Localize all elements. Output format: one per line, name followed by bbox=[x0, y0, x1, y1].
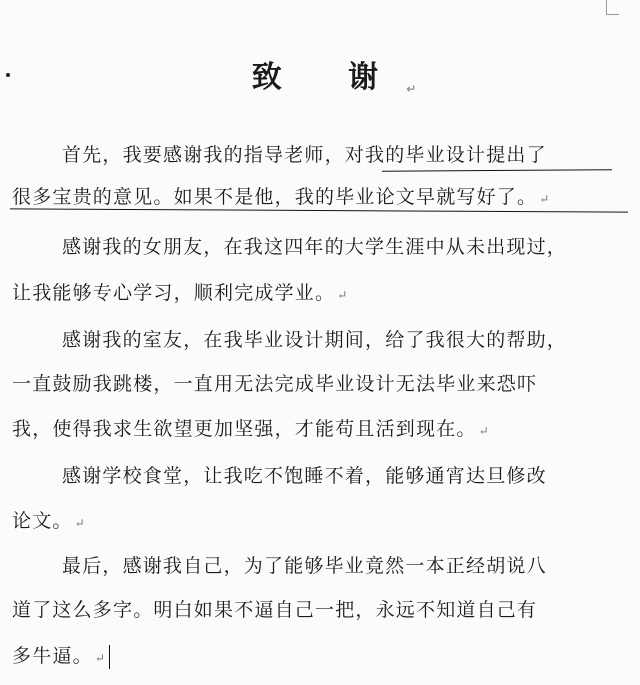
handdrawn-underline-2 bbox=[10, 208, 628, 213]
paragraph-mark-icon: ↵ bbox=[74, 516, 85, 530]
text-line-2[interactable]: 很多宝贵的意见。如果不是他，我的毕业论文早就写好了。 ↵ bbox=[12, 186, 550, 208]
text-line-3[interactable]: 感谢我的女朋友，在我这四年的大学生涯中从未出现过， bbox=[62, 236, 568, 258]
text-line-4[interactable]: 让我能够专心学习，顺利完成学业。 ↵ bbox=[12, 282, 348, 304]
page-corner-mark bbox=[606, 0, 619, 15]
text-line-11[interactable]: 道了这么多字。明白如果不逼自己一把，永远不知道自己有 bbox=[12, 599, 538, 621]
paragraph-mark-icon: ↵ bbox=[94, 651, 105, 665]
text-line-9[interactable]: 论文。 ↵ bbox=[12, 510, 85, 532]
text-line-6[interactable]: 一直鼓励我跳楼，一直用无法完成毕业设计无法毕业来恐吓 bbox=[12, 373, 538, 395]
paragraph-mark-icon: ↵ bbox=[337, 288, 348, 302]
paragraph-mark-icon: ↵ bbox=[478, 424, 489, 438]
paragraph-mark-icon: ↵ bbox=[539, 192, 550, 206]
text-line-1[interactable]: 首先，我要感谢我的指导老师，对我的毕业设计提出了 bbox=[62, 144, 547, 166]
text-line-8[interactable]: 感谢学校食堂，让我吃不饱睡不着，能够通宵达旦修改 bbox=[62, 465, 547, 487]
text-line-5[interactable]: 感谢我的室友，在我毕业设计期间，给了我很大的帮助， bbox=[62, 329, 568, 351]
handdrawn-underline-1 bbox=[382, 169, 612, 173]
document-title bbox=[0, 52, 640, 96]
text-line-7[interactable]: 我，使得我求生欲望更加坚强，才能苟且活到现在。 ↵ bbox=[12, 418, 489, 440]
text-line-10[interactable]: 最后，感谢我自己，为了能够毕业竟然一本正经胡说八 bbox=[62, 555, 547, 577]
text-line-12[interactable]: 多牛逼。 ↵ bbox=[12, 645, 110, 669]
paragraph-mark-icon: ↵ bbox=[406, 82, 417, 96]
text-cursor bbox=[109, 645, 111, 669]
title-text: 致 谢 bbox=[251, 60, 407, 95]
